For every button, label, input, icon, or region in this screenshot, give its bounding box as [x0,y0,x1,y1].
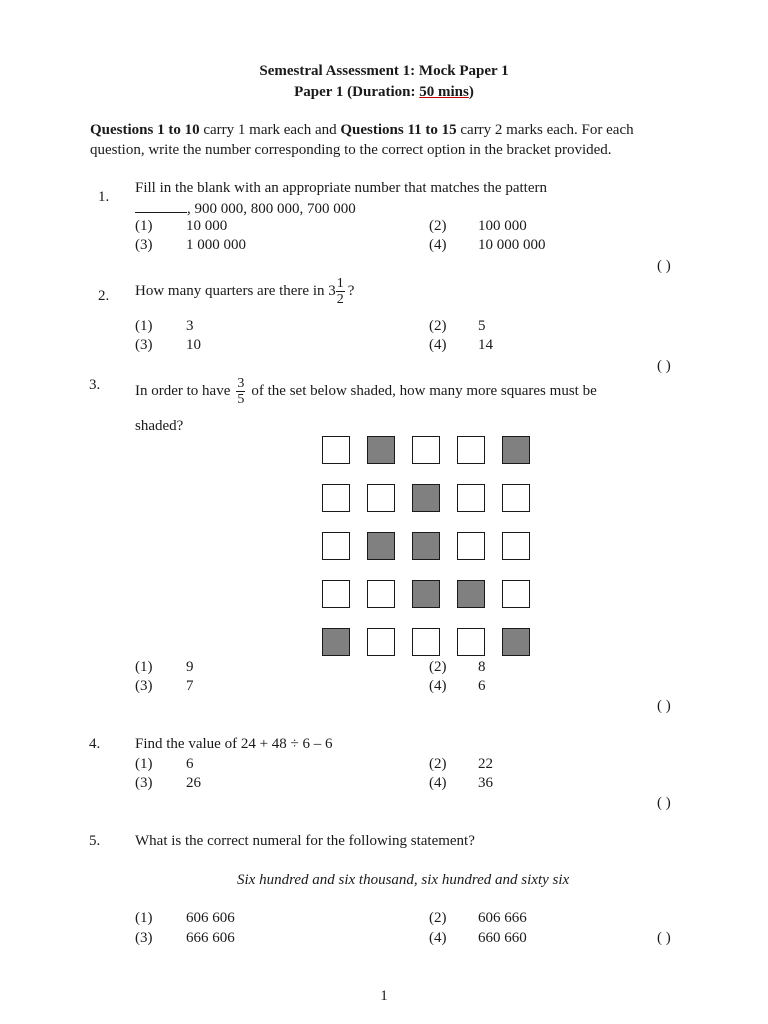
subtitle-suffix: ) [468,84,474,100]
option-label: (4) [429,237,447,253]
unshaded-square [367,628,395,656]
question-number: 2. [98,288,110,304]
unshaded-square [322,580,350,608]
number-statement: Six hundred and six thousand, six hundred and sixty six [237,872,570,888]
question-text-post: ? [347,283,355,299]
question-text-pre: How many quarters are there in 3 [135,283,336,299]
option-label: (4) [429,678,447,694]
duration-value: 50 mins [419,84,469,100]
option-label: (2) [429,910,447,926]
option-label: (4) [429,337,447,353]
question-text-post: of the set below shaded, how many more squares must be [251,383,597,399]
paper-subtitle [0,83,768,101]
option-value: 14 [478,337,493,353]
option-label: (4) [429,775,447,791]
paper-title: Semestral Assessment 1: Mock Paper 1 [259,63,509,79]
option-value: 1 000 000 [186,237,246,253]
option-label: (2) [429,756,447,772]
shaded-square [412,532,440,560]
unshaded-square [367,580,395,608]
option-label: (4) [429,930,447,946]
shaded-square [322,628,350,656]
answer-bracket[interactable]: ( ) [657,698,671,714]
option-value: 7 [186,678,194,694]
unshaded-square [457,436,485,464]
option-label: (2) [429,659,447,675]
unshaded-square [502,580,530,608]
option-value: 5 [478,318,486,334]
question-text: What is the correct numeral for the following statement? [135,833,475,849]
unshaded-square [457,532,485,560]
fraction-denominator: 2 [336,292,344,307]
fraction-denominator: 5 [237,392,245,407]
question-text [135,376,597,407]
answer-bracket[interactable]: ( ) [657,795,671,811]
fraction [336,276,345,307]
option-value: 10 000 [186,218,228,234]
option-value: 666 606 [186,930,235,946]
option-value: 3 [186,318,194,334]
option-value: 606 666 [478,910,527,926]
option-label: (1) [135,659,153,675]
option-label: (1) [135,910,153,926]
option-value: 9 [186,659,194,675]
instructions-line2: question, write the number corresponding to the correct option in the bracket provided. [90,142,612,158]
option-label: (3) [135,775,153,791]
option-value: 10 000 000 [478,237,546,253]
instructions-text-2: carry 2 marks each. For each [456,122,634,138]
unshaded-square [502,484,530,512]
unshaded-square [322,484,350,512]
answer-bracket[interactable]: ( ) [657,358,671,374]
pattern-sequence: , 900 000, 800 000, 700 000 [187,201,356,217]
instructions-range-1: Questions 1 to 10 [90,122,200,138]
answer-bracket[interactable]: ( ) [657,258,671,274]
unshaded-square [322,532,350,560]
option-label: (2) [429,218,447,234]
option-value: 10 [186,337,201,353]
question-text [135,276,354,307]
fraction-numerator: 1 [336,276,344,291]
subtitle-prefix: Paper 1 (Duration: [294,84,420,100]
shaded-square [412,580,440,608]
unshaded-square [457,484,485,512]
answer-bracket[interactable]: ( ) [657,930,671,946]
option-label: (1) [135,218,153,234]
option-label: (3) [135,337,153,353]
instructions-range-2: Questions 11 to 15 [340,122,457,138]
question-number: 3. [89,377,101,393]
unshaded-square [457,628,485,656]
shaded-square [412,484,440,512]
page-number: 1 [380,988,388,1004]
option-value: 100 000 [478,218,527,234]
unshaded-square [367,484,395,512]
instructions-text-1: carry 1 mark each and [199,122,341,138]
shaded-square [367,532,395,560]
question-text-pre: In order to have [135,383,231,399]
question-text: Fill in the blank with an appropriate number that matches the pattern [135,180,547,196]
answer-blank [135,198,187,213]
question-number: 4. [89,736,101,752]
question-number: 1. [98,189,110,205]
shaded-square [502,436,530,464]
option-label: (1) [135,756,153,772]
option-label: (2) [429,318,447,334]
option-label: (3) [135,237,153,253]
question-text: shaded? [135,418,184,434]
unshaded-square [412,628,440,656]
fraction-numerator: 3 [237,376,245,391]
unshaded-square [412,436,440,464]
option-value: 36 [478,775,493,791]
option-label: (3) [135,930,153,946]
option-value: 22 [478,756,493,772]
option-value: 8 [478,659,486,675]
shaded-square [502,628,530,656]
instructions-line1 [90,121,634,139]
fraction [236,376,245,407]
unshaded-square [322,436,350,464]
question-text: Find the value of 24 + 48 ÷ 6 – 6 [135,736,333,752]
shaded-square [367,436,395,464]
option-value: 6 [478,678,486,694]
question-text [135,198,356,218]
option-value: 6 [186,756,194,772]
option-value: 606 606 [186,910,235,926]
question-number: 5. [89,833,101,849]
option-value: 660 660 [478,930,527,946]
unshaded-square [502,532,530,560]
shaded-square [457,580,485,608]
option-value: 26 [186,775,201,791]
option-label: (1) [135,318,153,334]
option-label: (3) [135,678,153,694]
